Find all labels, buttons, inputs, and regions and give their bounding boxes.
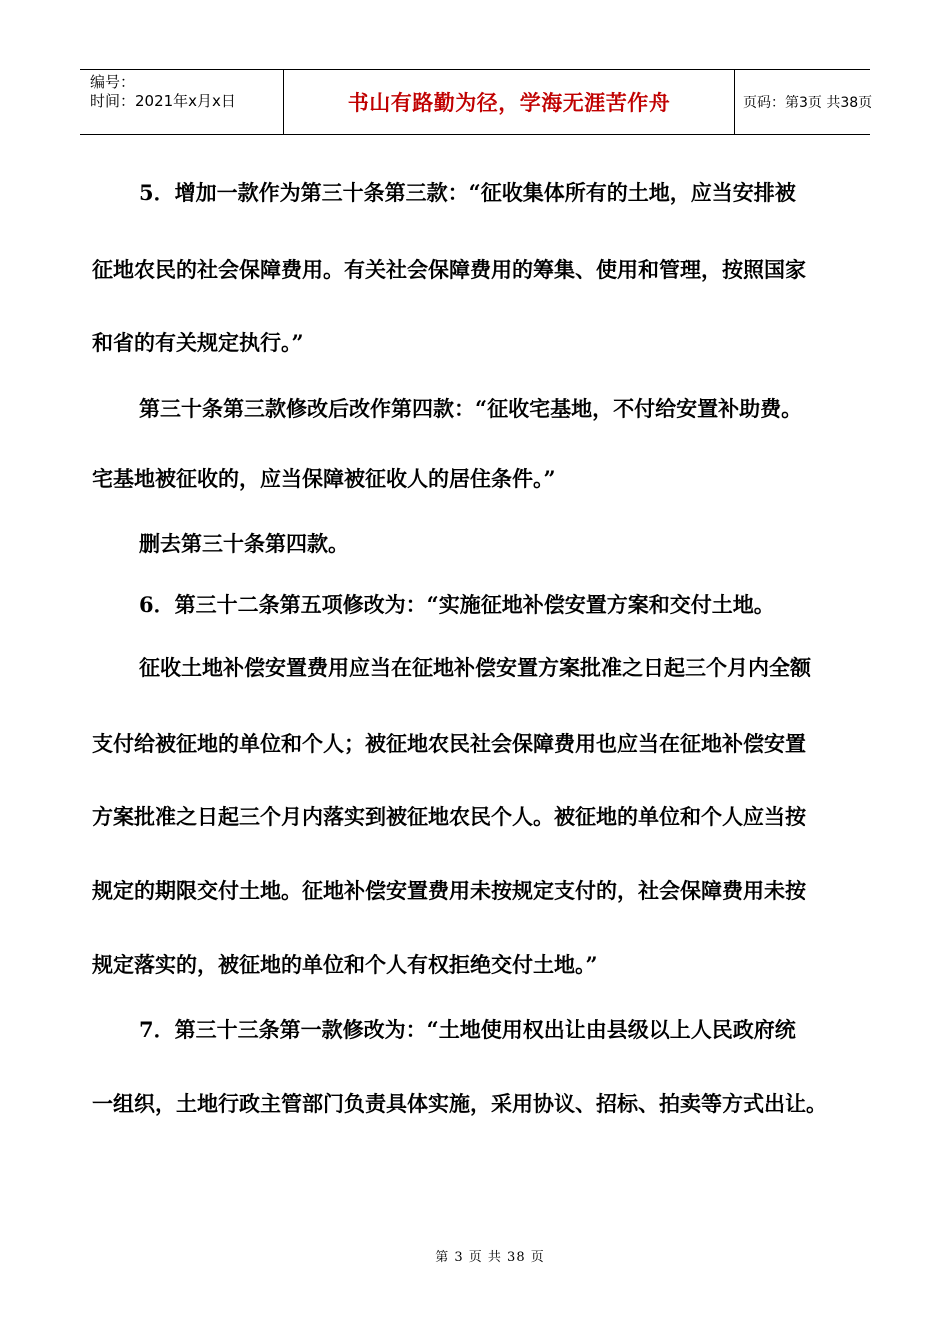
header-page-cell <box>735 70 873 134</box>
body-line: 征收土地补偿安置费用应当在征地补偿安置方案批准之日起三个月内全额 <box>139 655 811 680</box>
body-line: 征地农民的社会保障费用。有关社会保障费用的筹集、使用和管理，按照国家 <box>92 257 806 282</box>
body-line: 6．第三十二条第五项修改为：“实施征地补偿安置方案和交付土地。 <box>139 592 775 617</box>
body-line: 删去第三十条第四款。 <box>139 531 349 556</box>
body-line: 规定的期限交付土地。征地补偿安置费用未按规定支付的，社会保障费用未按 <box>92 878 806 903</box>
body-line: 方案批准之日起三个月内落实到被征地农民个人。被征地的单位和个人应当按 <box>92 804 806 829</box>
doc-time-label: 时间：2021年x月x日 <box>90 92 236 110</box>
header-motto-cell <box>283 70 735 134</box>
header-motto: 书山有路勤为径，学海无涯苦作舟 <box>347 91 671 115</box>
body-line: 宅基地被征收的，应当保障被征收人的居住条件。” <box>92 466 556 491</box>
body-line: 第三十条第三款修改后改作第四款：“征收宅基地，不付给安置补助费。 <box>139 396 803 421</box>
header-page-code: 页码：第3页 共38页 <box>743 95 873 111</box>
body-line: 7．第三十三条第一款修改为：“土地使用权出让由县级以上人民政府统 <box>139 1017 796 1042</box>
body-line: 规定落实的，被征地的单位和个人有权拒绝交付土地。” <box>92 952 598 977</box>
doc-number-label: 编号： <box>90 73 136 91</box>
header-meta-cell <box>80 70 283 134</box>
body-line: 支付给被征地的单位和个人；被征地农民社会保障费用也应当在征地补偿安置 <box>92 731 806 756</box>
body-line: 一组织，土地行政主管部门负责具体实施，采用协议、招标、拍卖等方式出让。 <box>92 1091 827 1116</box>
body-line: 和省的有关规定执行。” <box>92 330 304 355</box>
page-header <box>80 69 873 135</box>
body-line: 5．增加一款作为第三十条第三款：“征收集体所有的土地，应当安排被 <box>139 180 796 205</box>
page-footer: 第 3 页 共 38 页 <box>435 1250 545 1265</box>
